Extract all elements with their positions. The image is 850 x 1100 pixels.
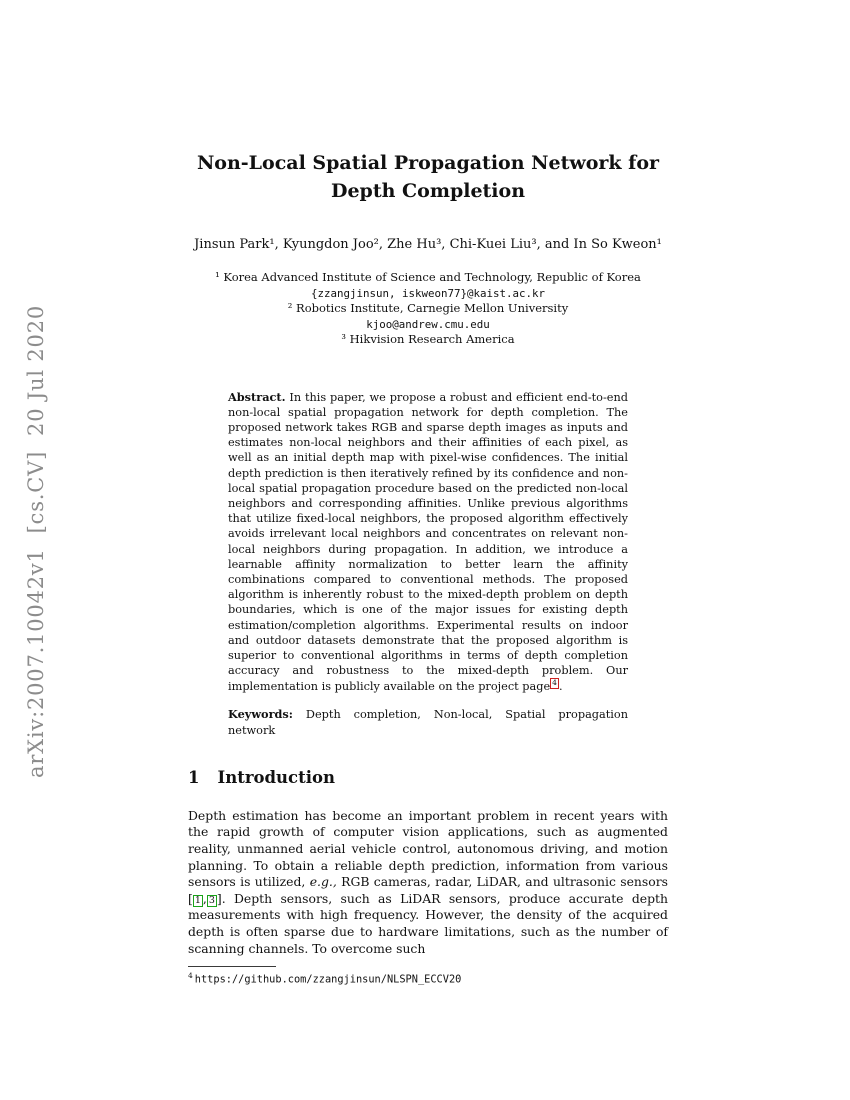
paper-title-line2: Depth Completion	[330, 179, 526, 202]
abstract-paragraph	[228, 390, 628, 695]
citation-link-1[interactable]: 1	[194, 894, 201, 906]
affiliation-2: ² Robotics Institute, Carnegie Mellon University	[287, 301, 569, 316]
paper-title-line1: Non-Local Spatial Propagation Network for	[196, 152, 660, 174]
introduction-paragraph	[188, 808, 668, 957]
intro-text-1: Depth estimation has become an important problem in recent years with the rapid growth of computer vision applications, such as augmented reality, unmanned aerial vehicle control, autonomous driving, and motion planning. To obtain a reliable depth prediction, information from various sensors is utilized,	[188, 807, 668, 890]
keywords-line	[228, 707, 628, 737]
citation-separator: ,	[202, 890, 207, 906]
arxiv-watermark: arXiv:2007.10042v1 [cs.CV] 20 Jul 2020	[24, 304, 48, 778]
affiliation-1: ¹ Korea Advanced Institute of Science and Technology, Republic of Korea	[215, 270, 641, 285]
keywords-text: Depth completion, Non-local, Spatial propagation network	[228, 708, 628, 737]
keywords-label: Keywords:	[228, 707, 293, 722]
intro-text-3: Depth sensors, such as LiDAR sensors, produce accurate depth measurements with high frequency. However, the density of the acquired depth is often sparse due to hardware limitations, such as the number of scanning channels. To overcome such	[188, 890, 668, 956]
abstract-label: Abstract.	[228, 389, 286, 404]
abstract-text: In this paper, we propose a robust and efficient end-to-end non-local spatial propagation network for depth completion. The proposed network takes RGB and sparse depth images as inputs and estimates non-local neighbors and their affinities of each pixel, as well as an initial depth map with pixel-wise confidences. The initial depth prediction is then iteratively refined by its confidence and non-local spatial propagation procedure based on the predicted non-local neighbors and corresponding affinities. Unlike previous algorithms that utilize fixed-local neighbors, the proposed algorithm effectively avoids irrelevant local neighbors and concentrates on relevant non-local neighbors during propagation. In addition, we introduce a learnable affinity normalization to better learn the affinity combinations compared to conventional methods. The proposed algorithm is inherently robust to the mixed-depth problem on depth boundaries, which is one of the major issues for existing depth estimation/completion algorithms. Experimental results on indoor and outdoor datasets demonstrate that the proposed algorithm is superior to conventional algorithms in terms of depth completion accuracy and robustness to the mixed-depth problem. Our implementation is publicly available on the project page	[228, 390, 628, 694]
section-1-title: Introduction	[217, 767, 335, 787]
affiliation-3: ³ Hikvision Research America	[341, 332, 515, 347]
footnote-rule	[188, 966, 276, 967]
footnote-url-link[interactable]: https://github.com/zzangjinsun/NLSPN_ECCV20	[194, 973, 462, 986]
affiliations-block	[188, 270, 668, 348]
paper-title	[188, 150, 668, 205]
footnote-block	[188, 966, 668, 985]
abstract-footnote-marker-link[interactable]: 4	[552, 678, 557, 688]
citation-link-3[interactable]: 3	[208, 894, 215, 906]
intro-text-2: RGB cameras, radar, LiDAR, and ultrasonic sensors	[336, 874, 668, 890]
affiliation-2-email[interactable]: kjoo@andrew.cmu.edu	[366, 317, 490, 331]
footnote-text	[188, 971, 668, 985]
citation-close-bracket: ].	[216, 890, 226, 906]
affiliation-1-email[interactable]: {zzangjinsun, iskweon77}@kaist.ac.kr	[310, 286, 545, 300]
section-1-number: 1	[188, 767, 200, 787]
footnote-marker: 4	[188, 971, 193, 981]
intro-eg-italic: e.g.,	[309, 874, 337, 890]
paper-content-column	[188, 0, 668, 986]
author-line: Jinsun Park¹, Kyungdon Joo², Zhe Hu³, Chi-Kuei Liu³, and In So Kweon¹	[194, 237, 662, 253]
abstract-text-end: .	[558, 680, 563, 694]
section-1-heading	[188, 768, 668, 787]
citation-open-bracket: [	[188, 890, 193, 906]
